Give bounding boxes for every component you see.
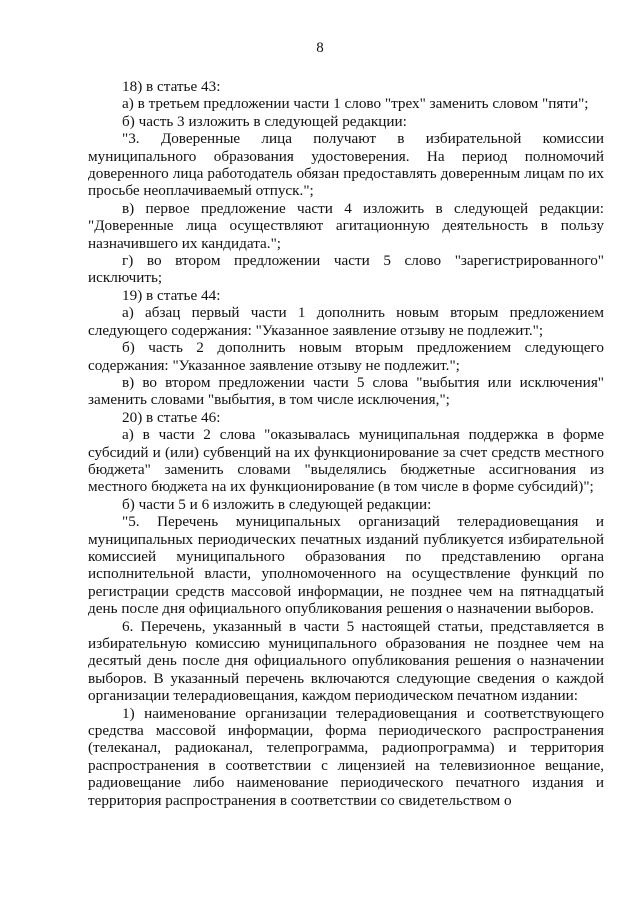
paragraph: 19) в статье 44: bbox=[122, 286, 221, 304]
paragraph: в) во втором предложении части 5 слова "выбытия или исключения" заменить словами "выбытия, в том числе исключения,"; bbox=[88, 373, 604, 409]
paragraph: б) части 5 и 6 изложить в следующей редакции: bbox=[122, 495, 432, 513]
paragraph: а) в части 2 слова "оказывалась муниципальная поддержка в форме субсидий и (или) субвенций на их функционирование за счет средств местного бюджета" заменить словами "выделялись бюджетные ассигнования из местного бюджета на их функционирование (в том числе в форме субсидий)"; bbox=[88, 426, 604, 496]
paragraph: а) абзац первый части 1 дополнить новым вторым предложением следующего содержания: "Указанное заявление отзыву не подлежит."; bbox=[88, 304, 604, 339]
paragraph: б) часть 3 изложить в следующей редакции: bbox=[122, 112, 407, 130]
paragraph: г) во втором предложении части 5 слово "зарегистрированного" исключить; bbox=[88, 252, 604, 287]
paragraph: 6. Перечень, указанный в части 5 настоящей статьи, представляется в избирательную комиссию муниципального образования не позднее чем на десятый день после дня официального опубликования решения о назначении выборов. В указанный перечень включаются следующие сведения о каждой организации телерадиовещания, каждом периодическом печатном издании: bbox=[88, 617, 604, 705]
paragraph: 20) в статье 46: bbox=[122, 408, 221, 426]
page-number: 8 bbox=[316, 40, 324, 56]
paragraph: "3. Доверенные лица получают в избирательной комиссии муниципального образования удостоверения. На период полномочий доверенного лица работодатель обязан предоставлять доверенным лицам по их просьбе неоплачиваемый отпуск."; bbox=[88, 130, 604, 200]
document-body bbox=[88, 78, 604, 809]
paragraph: в) первое предложение части 4 изложить в следующей редакции: "Доверенные лица осуществляют агитационную деятельность в пользу назначившего их кандидата."; bbox=[88, 199, 604, 252]
paragraph: а) в третьем предложении части 1 слово "трех" заменить словом "пяти"; bbox=[122, 95, 589, 113]
paragraph: 18) в статье 43: bbox=[122, 78, 221, 95]
paragraph: 1) наименование организации телерадиовещания и соответствующего средства массовой информации, форма периодического распространения (телеканал, радиоканал, телепрограмма, радиопрограмма) и территория распространения в соответствии с лицензией на телевизионное вещание, радиовещание либо наименование периодического печатного издания и территория распространения в соответствии со свидетельством о bbox=[88, 704, 604, 809]
paragraph: б) часть 2 дополнить новым вторым предложением следующего содержания: "Указанное заявление отзыву не подлежит."; bbox=[88, 339, 604, 374]
paragraph: "5. Перечень муниципальных организаций телерадиовещания и муниципальных периодических печатных изданий публикуется избирательной комиссией муниципального образования по представлению органа исполнительной власти, уполномоченного на осуществление функций по регистрации средств массовой информации, не позднее чем на пятнадцатый день после дня официального опубликования решения о назначении выборов. bbox=[88, 513, 604, 618]
